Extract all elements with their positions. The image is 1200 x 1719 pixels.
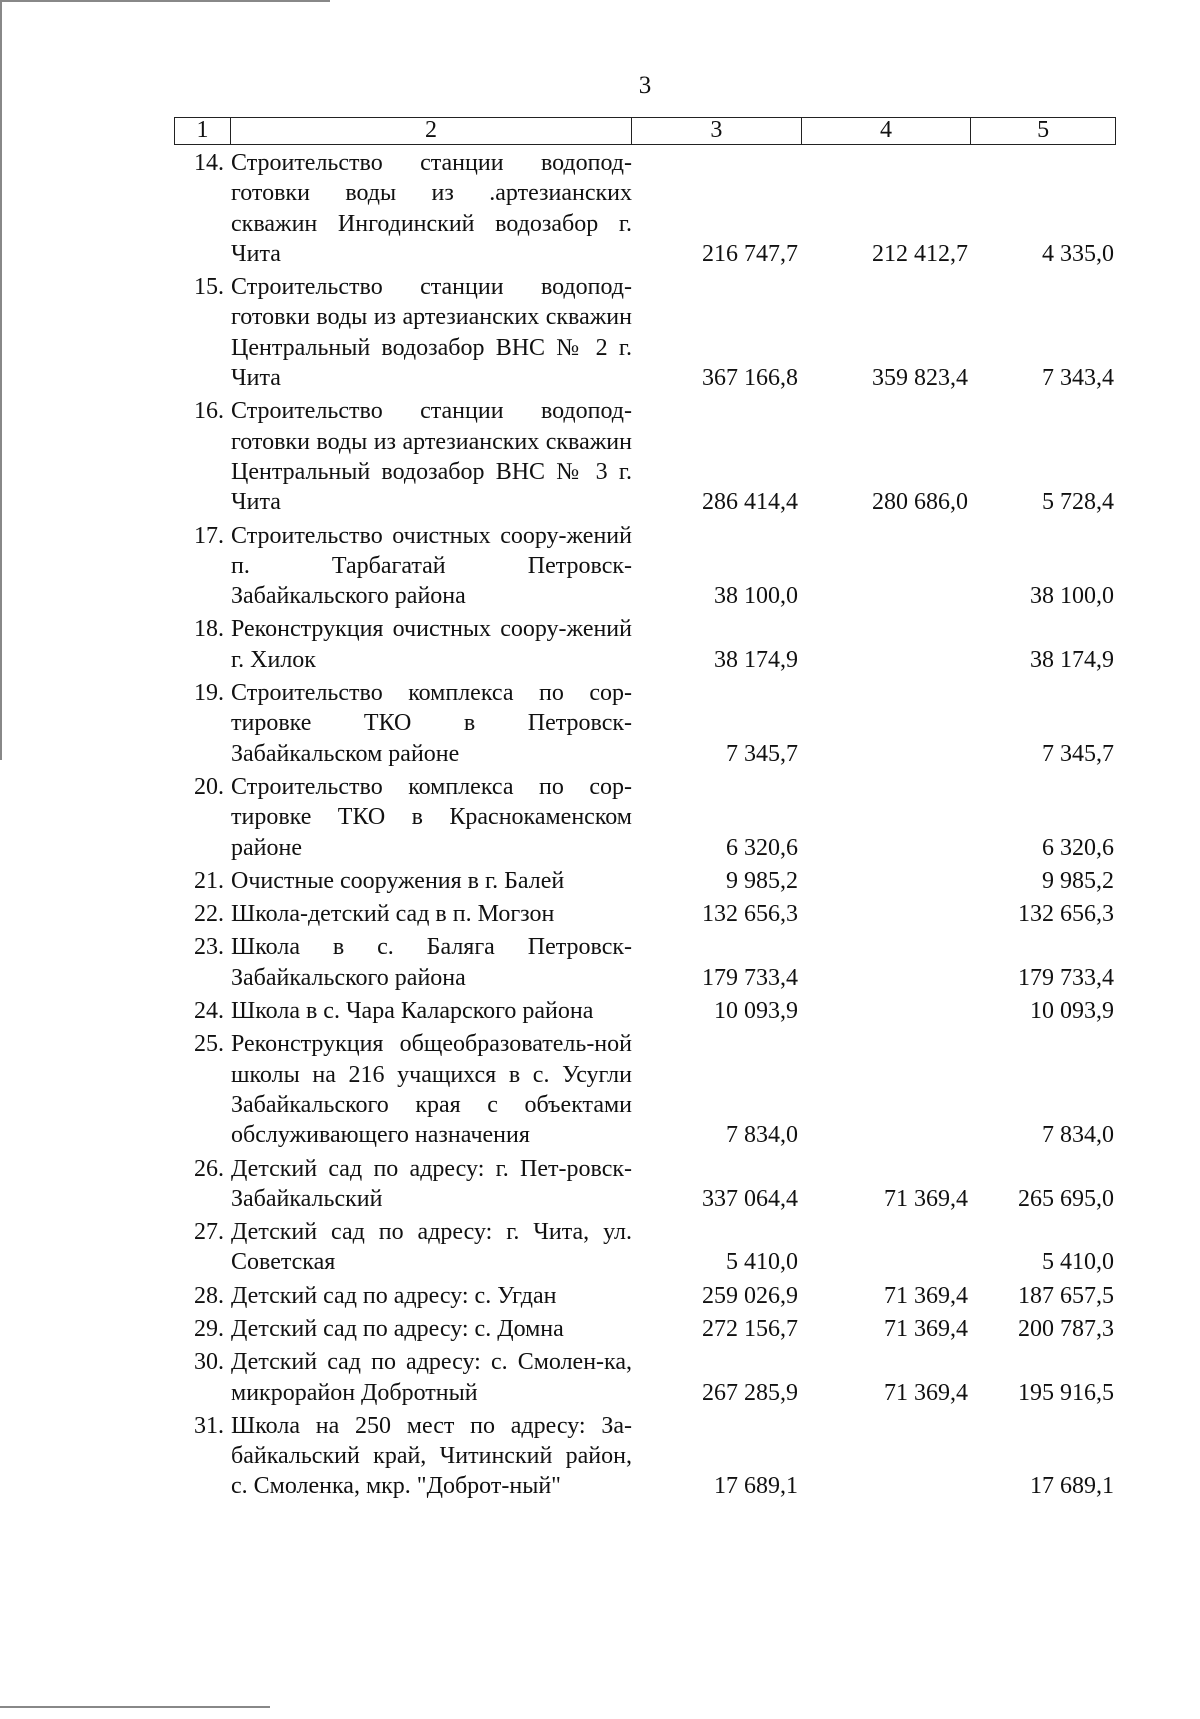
header-col-2: 2 (231, 118, 632, 144)
row-number: 30. (194, 1349, 224, 1376)
row-value-col4: 212 412,7 (872, 240, 968, 267)
table-row (0, 396, 1200, 520)
row-value-col5: 9 985,2 (1042, 867, 1114, 894)
row-value-col5: 179 733,4 (1018, 964, 1114, 991)
row-number: 18. (194, 616, 224, 643)
row-value-col3: 286 414,4 (702, 489, 798, 516)
row-number: 20. (194, 773, 224, 800)
row-description: Школа в с. Чара Каларского района (231, 998, 594, 1025)
header-col-5: 5 (1037, 117, 1050, 143)
row-value-col3: 216 747,7 (702, 240, 798, 267)
row-value-col3: 38 100,0 (714, 583, 798, 610)
row-number: 31. (194, 1412, 224, 1439)
row-description: Детский сад по адресу: с. Смолен-ка, микрорайон Добротный (231, 1349, 632, 1406)
row-value-col4: 71 369,4 (884, 1282, 968, 1309)
table-row (0, 1029, 1200, 1153)
row-number: 26. (194, 1155, 224, 1182)
row-value-col3: 5 410,0 (726, 1249, 798, 1276)
row-number: 24. (194, 998, 224, 1025)
row-description: Детский сад по адресу: с. Угдан (231, 1282, 557, 1309)
table-row (0, 521, 1200, 615)
table-row (0, 148, 1200, 272)
row-value-col5: 5 728,4 (1042, 489, 1114, 516)
row-value-col3: 38 174,9 (714, 646, 798, 673)
row-value-col5: 7 343,4 (1042, 365, 1114, 392)
row-description: Строительство станции водопод-готовки воды из .артезианских скважин Ингодинский водозабор г. Чита (231, 150, 632, 267)
row-value-col5: 7 834,0 (1042, 1122, 1114, 1149)
table-row (0, 678, 1200, 772)
row-value-col5: 17 689,1 (1030, 1473, 1114, 1500)
scan-edge-top (0, 0, 330, 2)
row-value-col5: 38 100,0 (1030, 583, 1114, 610)
row-value-col5: 7 345,7 (1042, 740, 1114, 767)
row-value-col4: 71 369,4 (884, 1315, 968, 1342)
table-row (0, 772, 1200, 866)
row-description: Строительство комплекса по сор-тировке ТКО в Петровск-Забайкальском районе (231, 680, 632, 767)
row-description: Строительство станции водопод-готовки воды из артезианских скважин Центральный водозабор ВНС № 2 г. Чита (231, 274, 632, 392)
row-value-col4: 71 369,4 (884, 1185, 968, 1212)
row-number: 22. (194, 901, 224, 928)
row-value-col5: 195 916,5 (1018, 1379, 1114, 1406)
row-value-col5: 5 410,0 (1042, 1249, 1114, 1276)
row-value-col3: 337 064,4 (702, 1185, 798, 1212)
page-number: 3 (638, 72, 652, 99)
row-number: 15. (194, 274, 224, 301)
row-number: 17. (194, 522, 224, 549)
row-value-col5: 38 174,9 (1030, 646, 1114, 673)
row-number: 16. (194, 398, 224, 425)
table-row (0, 1347, 1200, 1411)
table-row (0, 614, 1200, 678)
table-row (0, 996, 1200, 1029)
row-number: 28. (194, 1282, 224, 1309)
table-row (0, 1154, 1200, 1218)
header-col-3: 3 (632, 118, 802, 144)
row-value-col4: 280 686,0 (872, 489, 968, 516)
scan-edge-bottom (0, 1706, 270, 1708)
row-number: 14. (194, 150, 224, 176)
table-row (0, 1411, 1200, 1505)
row-value-col3: 7 345,7 (726, 740, 798, 767)
table-row (0, 1217, 1200, 1281)
row-number: 25. (194, 1031, 224, 1058)
row-description: Детский сад по адресу: г. Чита, ул. Советская (231, 1219, 632, 1276)
row-value-col5: 10 093,9 (1030, 998, 1114, 1025)
row-value-col3: 6 320,6 (726, 834, 798, 861)
row-value-col5: 132 656,3 (1018, 901, 1114, 928)
row-number: 19. (194, 680, 224, 707)
row-value-col3: 272 156,7 (702, 1315, 798, 1342)
table-row (0, 899, 1200, 932)
row-number: 21. (194, 867, 224, 894)
row-value-col5: 200 787,3 (1018, 1315, 1114, 1342)
row-value-col3: 132 656,3 (702, 901, 798, 928)
table-row (0, 866, 1200, 899)
row-description: Строительство очистных соору-жений п. Тарбагатай Петровск-Забайкальского района (231, 522, 632, 610)
row-description: Школа на 250 мест по адресу: За-байкальский край, Читинский район, с. Смоленка, мкр. "Доброт-ный" (231, 1412, 632, 1500)
row-value-col3: 17 689,1 (714, 1473, 798, 1500)
table-row (0, 1281, 1200, 1314)
row-value-col3: 9 985,2 (726, 867, 798, 894)
table-body (0, 148, 1200, 1505)
row-value-col4: 71 369,4 (884, 1379, 968, 1406)
table-row (0, 932, 1200, 996)
row-value-col3: 259 026,9 (702, 1282, 798, 1309)
row-description: Школа-детский сад в п. Могзон (231, 901, 555, 928)
row-value-col3: 179 733,4 (702, 964, 798, 991)
header-col-1: 1 (175, 118, 231, 144)
row-number: 27. (194, 1219, 224, 1246)
row-description: Строительство комплекса по сор-тировке ТКО в Краснокаменском районе (231, 773, 632, 861)
row-value-col5: 4 335,0 (1042, 240, 1114, 267)
row-description: Реконструкция общеобразователь-ной школы на 216 учащихся в с. Усугли Забайкальского края с объектами обслуживающего назначения (231, 1031, 632, 1149)
table-row (0, 1314, 1200, 1347)
row-value-col4: 359 823,4 (872, 365, 968, 392)
row-value-col5: 6 320,6 (1042, 834, 1114, 861)
row-value-col3: 367 166,8 (702, 365, 798, 392)
row-value-col5: 265 695,0 (1018, 1185, 1114, 1212)
row-description: Очистные сооружения в г. Балей (231, 867, 565, 894)
row-value-col3: 10 093,9 (714, 998, 798, 1025)
row-description: Школа в с. Баляга Петровск-Забайкальского района (231, 934, 632, 991)
table-row (0, 272, 1200, 396)
row-number: 23. (194, 934, 224, 961)
header-col-4: 4 (802, 118, 972, 144)
row-value-col3: 267 285,9 (702, 1379, 798, 1406)
row-value-col3: 7 834,0 (726, 1122, 798, 1149)
row-description: Детский сад по адресу: г. Пет-ровск-Забайкальский (231, 1155, 632, 1212)
table-header (174, 117, 1116, 145)
row-description: Реконструкция очистных соору-жений г. Хилок (231, 616, 632, 673)
row-value-col5: 187 657,5 (1018, 1282, 1114, 1309)
row-description: Детский сад по адресу: с. Домна (231, 1315, 564, 1342)
row-description: Строительство станции водопод-готовки воды из артезианских скважин Центральный водозабор ВНС № 3 г. Чита (231, 398, 632, 516)
row-number: 29. (194, 1315, 224, 1342)
